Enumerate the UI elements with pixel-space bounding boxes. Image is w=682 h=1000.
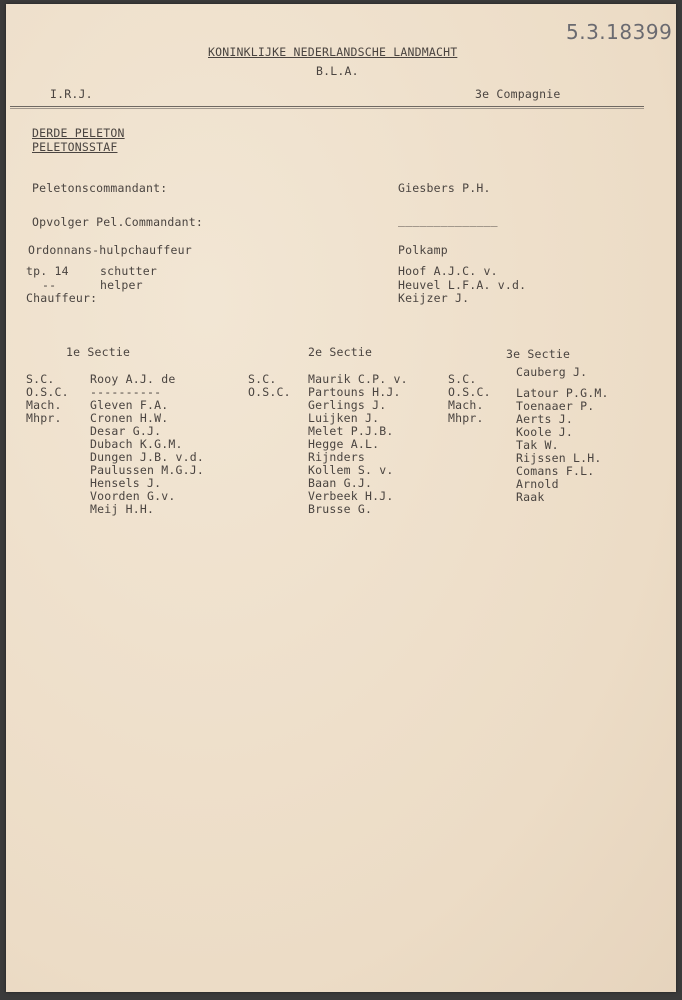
section-3-label: Mach. — [448, 398, 484, 412]
section-1-name: Dubach K.G.M. — [90, 437, 183, 451]
section-2-name: Brusse G. — [308, 502, 373, 516]
section-1-name: Voorden G.v. — [90, 489, 176, 503]
section-1-names — [90, 373, 204, 516]
header-right: 3e Compagnie — [475, 87, 561, 101]
archive-number: 5.3.18399 — [566, 20, 673, 44]
section-1-name: Hensels J. — [90, 476, 162, 490]
section-2-labels — [248, 373, 291, 399]
section-2-name: Partouns H.J. — [308, 385, 401, 399]
section-3-label: Mhpr. — [448, 411, 484, 425]
section-2-name: Baan G.J. — [308, 476, 373, 490]
section-3-name: Rijssen L.H. — [516, 451, 602, 465]
tp-role: schutter — [100, 264, 157, 278]
section-2-name: Maurik C.P. v. — [308, 372, 408, 386]
commander-value: Giesbers P.H. — [398, 181, 491, 195]
helper-role: helper — [100, 278, 143, 292]
document-sheet — [6, 4, 676, 992]
section-2-name: Hegge A.L. — [308, 437, 380, 451]
section-2-name: Kollem S. v. — [308, 463, 394, 477]
deputy-label: Opvolger Pel.Commandant: — [32, 215, 203, 229]
section-1-name: Dungen J.B. v.d. — [90, 450, 204, 464]
chauffeur-value: Keijzer J. — [398, 291, 470, 305]
section-3-name: Koole J. — [516, 425, 573, 439]
section-1-name: Gleven F.A. — [90, 398, 169, 412]
section-1-separator: ---------- — [90, 385, 162, 399]
section-1-label: S.C. — [26, 372, 55, 386]
section-3-title: 3e Sectie — [506, 347, 571, 361]
section-2-names — [308, 373, 408, 516]
section-3-labels — [448, 373, 491, 425]
tp-value: Hoof A.J.C. v. — [398, 264, 498, 278]
section-3-label: S.C. — [448, 372, 477, 386]
title-platoon: DERDE PELETON — [32, 126, 125, 140]
section-3-lead: Cauberg J. — [516, 365, 588, 379]
section-2-name: Luijken J. — [308, 411, 380, 425]
section-3-name: Arnold — [516, 477, 559, 491]
section-3-name: Latour P.G.M. — [516, 386, 609, 400]
section-1-name: Meij H.H. — [90, 502, 155, 516]
section-1-name: Cronen H.W. — [90, 411, 169, 425]
section-3-name: Tak W. — [516, 438, 559, 452]
title-staff: PELETONSSTAF — [32, 140, 118, 154]
section-2-name: Melet P.J.B. — [308, 424, 394, 438]
section-2-name: Gerlings J. — [308, 398, 387, 412]
header-org: KONINKLIJKE NEDERLANDSCHE LANDMACHT — [208, 45, 458, 59]
section-2-title: 2e Sectie — [308, 345, 373, 359]
header-unit: B.L.A. — [316, 64, 359, 78]
chauffeur-label: Chauffeur: — [26, 291, 98, 305]
section-3-name: Toenaaer P. — [516, 399, 595, 413]
header-rule — [10, 106, 644, 107]
helper-dash: -- — [42, 278, 57, 292]
section-1-label: O.S.C. — [26, 385, 69, 399]
tp-label: tp. 14 — [26, 264, 69, 278]
section-3-names — [516, 387, 609, 504]
section-1-title: 1e Sectie — [66, 345, 131, 359]
header-left: I.R.J. — [50, 87, 93, 101]
section-1-lead: Rooy A.J. de — [90, 372, 176, 386]
section-1-label: Mach. — [26, 398, 62, 412]
section-1-label: Mhpr. — [26, 411, 62, 425]
helper-value: Heuvel L.F.A. v.d. — [398, 278, 527, 292]
section-1-labels — [26, 373, 69, 425]
header-rule-2 — [10, 108, 644, 109]
section-2-label: O.S.C. — [248, 385, 291, 399]
commander-label: Peletonscommandant: — [32, 181, 168, 195]
section-3-name: Comans F.L. — [516, 464, 595, 478]
section-2-name: Verbeek H.J. — [308, 489, 394, 503]
deputy-value: ______________ — [398, 213, 498, 227]
section-2-name: Rijnders — [308, 450, 365, 464]
ordonnans-label: Ordonnans-hulpchauffeur — [28, 243, 192, 257]
ordonnans-value: Polkamp — [398, 243, 448, 257]
section-3-label: O.S.C. — [448, 385, 491, 399]
section-3-name: Aerts J. — [516, 412, 573, 426]
section-1-name: Paulussen M.G.J. — [90, 463, 204, 477]
section-1-name: Desar G.J. — [90, 424, 162, 438]
section-2-label: S.C. — [248, 372, 277, 386]
section-3-name: Raak — [516, 490, 545, 504]
